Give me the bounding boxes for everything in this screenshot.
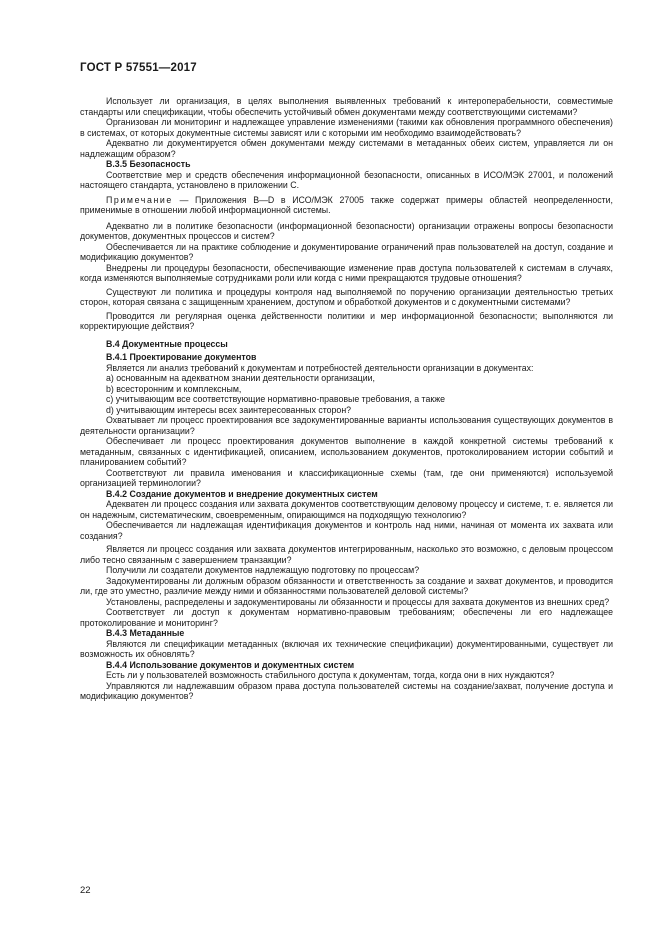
- paragraph: Обеспечивает ли процесс проектирования документов выполнение в каждой конкретной системы требований к метаданным, связанных с идентификацией, описанием, использованием документов, протоколированием истории событий и планированием событий?: [80, 436, 613, 467]
- paragraph: Является ли анализ требований к документам и потребностей деятельности организации в документах:: [106, 362, 534, 373]
- paragraph: Получили ли создатели документов надлежащую подготовку по процессам?: [106, 565, 420, 575]
- paragraph: Являются ли спецификации метаданных (включая их технические спецификации) документированными, существует ли возможность их обновлять?: [80, 638, 613, 659]
- paragraph: Обеспечивается ли надлежащая идентификация документов и контроль над ними, начиная от момента их захвата или создания?: [80, 520, 613, 541]
- paragraph: Задокументированы ли должным образом обязанности и ответственность за создание и захват документов, и проводится ли, где это уместно, различие между ними и обязанностями пользователей деловой системы?: [80, 575, 613, 596]
- paragraph: Проводится ли регулярная оценка действенности политики и мер информационной безопасности; выполняются ли корректирующие действия?: [80, 310, 613, 331]
- paragraph: Адекватен ли процесс создания или захвата документов соответствующим деловому процессу и системе, т. е. является ли он надежным, систематическим, своевременным, опирающимся на подходящую технологию?: [80, 499, 613, 520]
- paragraph: Обеспечивается ли на практике соблюдение и документирование ограничений прав пользователей на доступ, создание и модификацию документов?: [80, 241, 613, 262]
- paragraph: Есть ли у пользователей возможность стабильного доступа к документам, тогда, когда они в них нуждаются?: [106, 670, 555, 680]
- section-heading-b42: В.4.2 Создание документов и внедрение документных систем: [106, 488, 378, 499]
- section-heading-b35: В.3.5 Безопасность: [106, 159, 191, 169]
- paragraph: Адекватно ли документируется обмен документами между системами в метаданных обеих систем, управляется ли он надлежащим образом?: [80, 138, 613, 159]
- page-header-standard-title: ГОСТ Р 57551—2017: [80, 62, 197, 74]
- page-body: [80, 96, 613, 702]
- paragraph: Организован ли мониторинг и надлежащее управление изменениями (такими как обновления программного обеспечения) в системах, от которых документные системы зависят или с которыми им необходимо взаимодействовать?: [80, 117, 613, 138]
- list-item: b) всесторонним и комплексным,: [106, 383, 242, 394]
- paragraph: Охватывает ли процесс проектирования все задокументированные варианты использования существующих документов в деятельности организации?: [80, 415, 613, 436]
- paragraph: Существуют ли политика и процедуры контроля над выполняемой по поручению организации деятельностью третьих сторон, которая связана с защищенным хранением, доступом и обработкой документов и с документными системами?: [80, 286, 613, 307]
- paragraph: Внедрены ли процедуры безопасности, обеспечивающие изменение прав доступа пользователей к системам в случаях, когда изменяются выполняемые сотрудниками роли или когда с ними прекращаются трудовые отношения?: [80, 262, 613, 283]
- note-label: Примечание: [106, 194, 173, 205]
- section-heading-b41: В.4.1 Проектирование документов: [106, 352, 257, 362]
- paragraph: Адекватно ли в политике безопасности (информационной безопасности) организации отражены вопросы безопасности документов, документных процессов и систем?: [80, 220, 613, 241]
- paragraph: Соответствие мер и средств обеспечения информационной безопасности, описанных в ИСО/МЭК 27001, и положений настоящего стандарта, установлено в приложении С.: [80, 169, 613, 190]
- list-item: а) основанным на адекватном знании деятельности организации,: [106, 373, 375, 383]
- note: [80, 195, 613, 216]
- paragraph: Установлены, распределены и задокументированы ли обязанности и процессы для захвата документов из внешних сред?: [106, 596, 610, 607]
- paragraph: Является ли процесс создания или захвата документов интегрированным, насколько это возможно, с деловым процессом либо тесно связанным с завершением транзакции?: [80, 544, 613, 565]
- paragraph: Использует ли организация, в целях выполнения выявленных требований к интероперабельности, совместимые стандарты или спецификации, чтобы обеспечить устойчивый обмен документами между соответствующими системами?: [80, 96, 613, 117]
- note-text: — Приложения В—D в ИСО/МЭК 27005 также содержат примеры областей неопределенности, применимые в отношении любой информационной системы.: [80, 194, 613, 215]
- page-number: 22: [80, 885, 91, 896]
- list-item: с) учитывающим все соответствующие нормативно-правовые требования, а также: [106, 394, 446, 404]
- paragraph: Соответствует ли доступ к документам нормативно-правовым требованиям; обеспечены ли его надлежащее протоколирование и мониторинг?: [80, 607, 613, 628]
- paragraph: Соответствуют ли правила именования и классификационные схемы (там, где они применяются) используемой организацией терминологии?: [80, 467, 613, 488]
- list-item: d) учитывающим интересы всех заинтересованных сторон?: [106, 404, 352, 415]
- section-heading-b4: В.4 Документные процессы: [106, 338, 228, 349]
- paragraph: Управляются ли надлежавшим образом права доступа пользователей системы на создание/захват, получение доступа и модификацию документов?: [80, 680, 613, 701]
- section-heading-b44: В.4.4 Использование документов и документных систем: [106, 659, 355, 670]
- section-heading-b43: В.4.3 Метаданные: [106, 628, 185, 638]
